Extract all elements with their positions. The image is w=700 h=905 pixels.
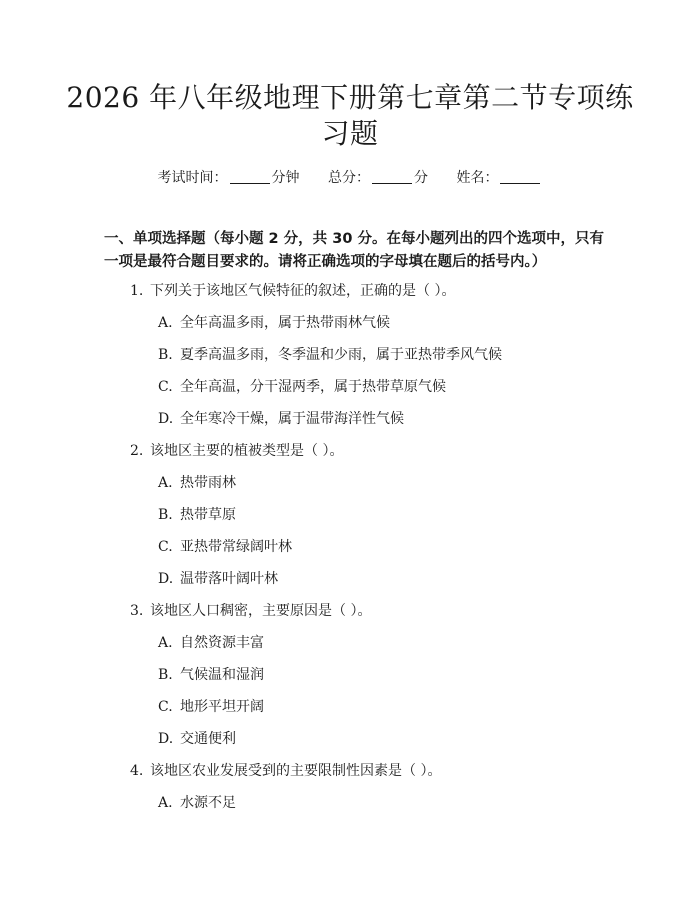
question-1-option-b[interactable] bbox=[158, 345, 502, 365]
total-score-field bbox=[328, 168, 428, 188]
total-score-unit: 分 bbox=[414, 170, 428, 186]
question-3-option-c[interactable] bbox=[158, 697, 264, 717]
option-letter: A. bbox=[158, 315, 173, 331]
option-text: 全年高温，分干湿两季，属于热带草原气候 bbox=[180, 379, 446, 395]
option-text: 全年高温多雨，属于热带雨林气候 bbox=[180, 315, 390, 331]
question-text: 该地区主要的植被类型是（ ）。 bbox=[150, 443, 344, 459]
option-letter: C. bbox=[158, 379, 173, 395]
question-2-option-d[interactable] bbox=[158, 569, 278, 589]
section-heading: 一、单项选择题（每小题 2 分，共 30 分。在每小题列出的四个选项中，只有一项是最符合题目要求的。请将正确选项的字母填在题后的括号内。） bbox=[104, 231, 604, 270]
question-number: 4. bbox=[130, 763, 144, 779]
student-name-label: 姓名： bbox=[456, 170, 499, 186]
exam-time-unit: 分钟 bbox=[271, 170, 300, 186]
option-letter: A. bbox=[158, 795, 173, 811]
question-number: 2. bbox=[130, 443, 144, 459]
title-line-1: 2026 年八年级地理下册第七章第二节专项练 bbox=[66, 81, 634, 114]
question-text: 该地区人口稠密，主要原因是（ ）。 bbox=[150, 603, 372, 619]
option-text: 温带落叶阔叶林 bbox=[180, 571, 278, 587]
question-1 bbox=[130, 281, 455, 301]
option-text: 水源不足 bbox=[180, 795, 236, 811]
option-letter: D. bbox=[158, 731, 174, 747]
question-2-option-c[interactable] bbox=[158, 537, 292, 557]
question-1-option-a[interactable] bbox=[158, 313, 390, 333]
option-letter: A. bbox=[158, 475, 173, 491]
option-text: 交通便利 bbox=[180, 731, 236, 747]
question-3 bbox=[130, 601, 371, 621]
option-letter: C. bbox=[158, 539, 173, 555]
question-2-option-a[interactable] bbox=[158, 473, 236, 493]
exam-time-label: 考试时间： bbox=[157, 170, 228, 186]
title-line-2: 习题 bbox=[321, 117, 379, 150]
question-1-option-d[interactable] bbox=[158, 409, 404, 429]
question-4-option-a[interactable] bbox=[158, 793, 236, 813]
option-text: 热带草原 bbox=[180, 507, 236, 523]
question-3-option-b[interactable] bbox=[158, 665, 264, 685]
exam-time-blank[interactable] bbox=[230, 169, 270, 184]
student-name-field bbox=[456, 168, 542, 188]
question-2 bbox=[130, 441, 343, 461]
total-score-blank[interactable] bbox=[372, 169, 412, 184]
option-text: 地形平坦开阔 bbox=[180, 699, 264, 715]
question-number: 1. bbox=[130, 283, 144, 299]
option-text: 夏季高温多雨，冬季温和少雨，属于亚热带季风气候 bbox=[180, 347, 502, 363]
question-number: 3. bbox=[130, 603, 144, 619]
total-score-label: 总分： bbox=[328, 170, 370, 186]
option-letter: D. bbox=[158, 571, 174, 587]
option-text: 全年寒冷干燥，属于温带海洋性气候 bbox=[180, 411, 404, 427]
option-text: 自然资源丰富 bbox=[180, 635, 264, 651]
option-letter: B. bbox=[158, 507, 173, 523]
question-3-option-a[interactable] bbox=[158, 633, 264, 653]
question-1-option-c[interactable] bbox=[158, 377, 446, 397]
option-text: 气候温和湿润 bbox=[180, 667, 264, 683]
option-letter: D. bbox=[158, 411, 174, 427]
exam-time-field bbox=[158, 168, 300, 188]
question-text: 下列关于该地区气候特征的叙述，正确的是（ ）。 bbox=[150, 283, 456, 299]
page-title bbox=[60, 80, 640, 152]
question-text: 该地区农业发展受到的主要限制性因素是（ ）。 bbox=[150, 763, 442, 779]
option-text: 热带雨林 bbox=[180, 475, 236, 491]
question-4 bbox=[130, 761, 441, 781]
option-letter: B. bbox=[158, 347, 173, 363]
option-letter: B. bbox=[158, 667, 173, 683]
question-2-option-b[interactable] bbox=[158, 505, 236, 525]
option-letter: A. bbox=[158, 635, 173, 651]
option-letter: C. bbox=[158, 699, 173, 715]
option-text: 亚热带常绿阔叶林 bbox=[180, 539, 292, 555]
student-name-blank[interactable] bbox=[500, 169, 540, 184]
question-3-option-d[interactable] bbox=[158, 729, 236, 749]
exam-info bbox=[0, 168, 700, 188]
